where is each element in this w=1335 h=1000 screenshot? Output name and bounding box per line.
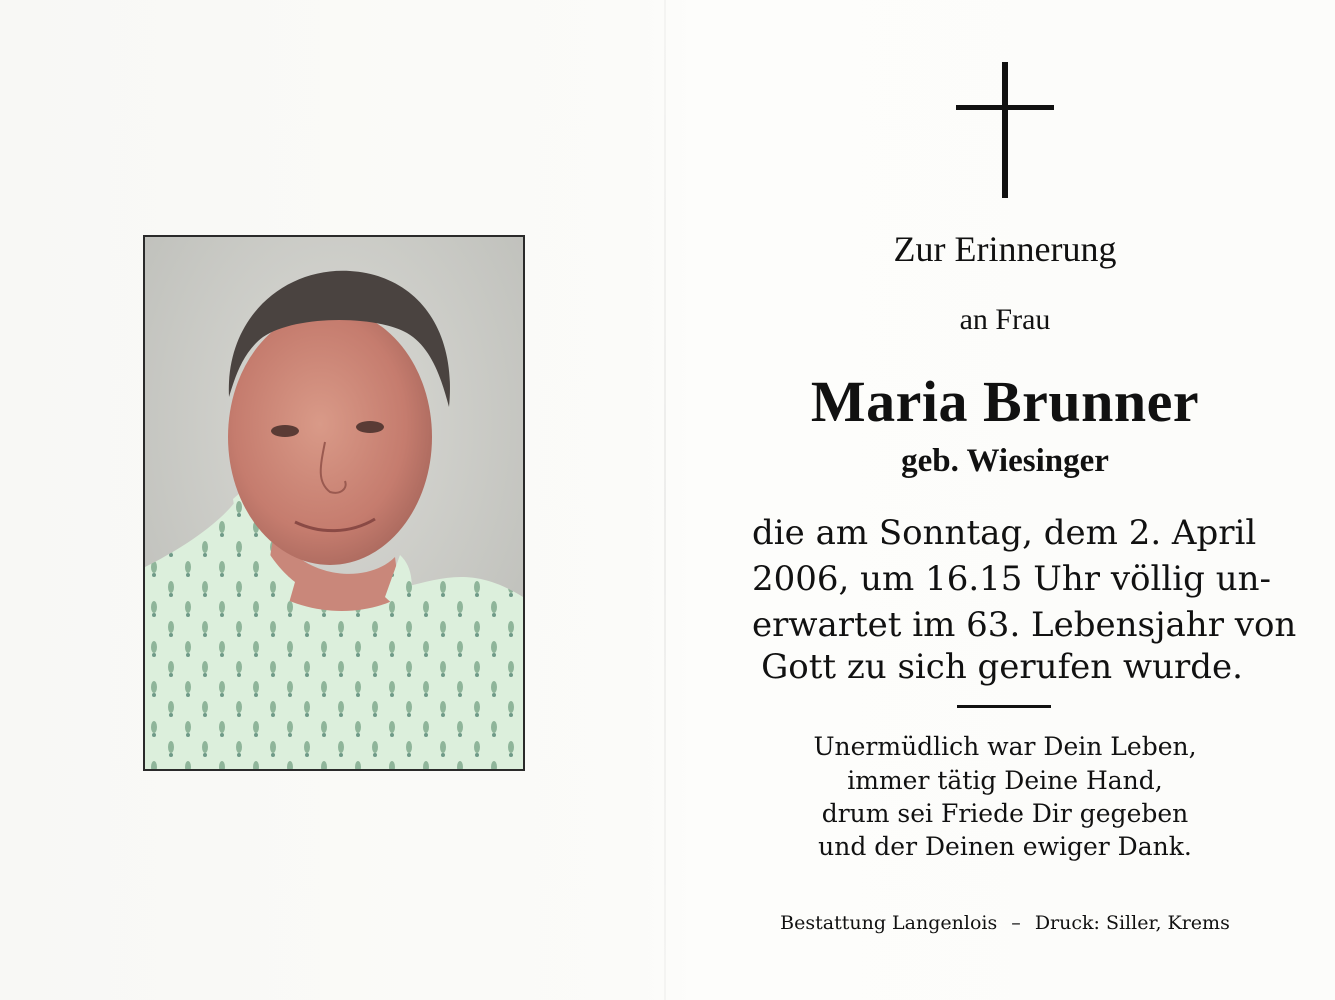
- footer-separator: –: [1011, 912, 1021, 934]
- divider-line: [957, 705, 1051, 708]
- portrait-illustration: [145, 237, 523, 769]
- footer: [740, 912, 1270, 934]
- maiden-name: geb. Wiesinger: [901, 443, 1109, 479]
- memorial-heading: Zur Erinnerung: [893, 229, 1117, 269]
- body-line-3: erwartet im 63. Lebensjahr von: [752, 605, 1297, 645]
- poem-line-3: drum sei Friede Dir gegeben: [821, 799, 1189, 828]
- poem-line-2: immer tätig Deine Hand,: [847, 766, 1163, 795]
- body-line-2: 2006, um 16.15 Uhr völlig un-: [752, 559, 1271, 599]
- card-fold: [664, 0, 666, 1000]
- salutation: an Frau: [959, 303, 1051, 336]
- deceased-name: Maria Brunner: [810, 369, 1200, 434]
- funeral-home: Bestattung Langenlois: [780, 912, 998, 934]
- cross-horizontal-bar: [956, 105, 1054, 110]
- poem-line-1: Unermüdlich war Dein Leben,: [813, 732, 1197, 761]
- poem-line-4: und der Deinen ewiger Dank.: [818, 832, 1192, 861]
- body-line-1: die am Sonntag, dem 2. April: [752, 513, 1257, 553]
- cross-icon: [956, 62, 1054, 198]
- body-line-4: Gott zu sich gerufen wurde.: [761, 647, 1243, 687]
- cross-vertical-bar: [1002, 62, 1008, 198]
- printer: Druck: Siller, Krems: [1034, 912, 1230, 934]
- portrait-photo: [143, 235, 525, 771]
